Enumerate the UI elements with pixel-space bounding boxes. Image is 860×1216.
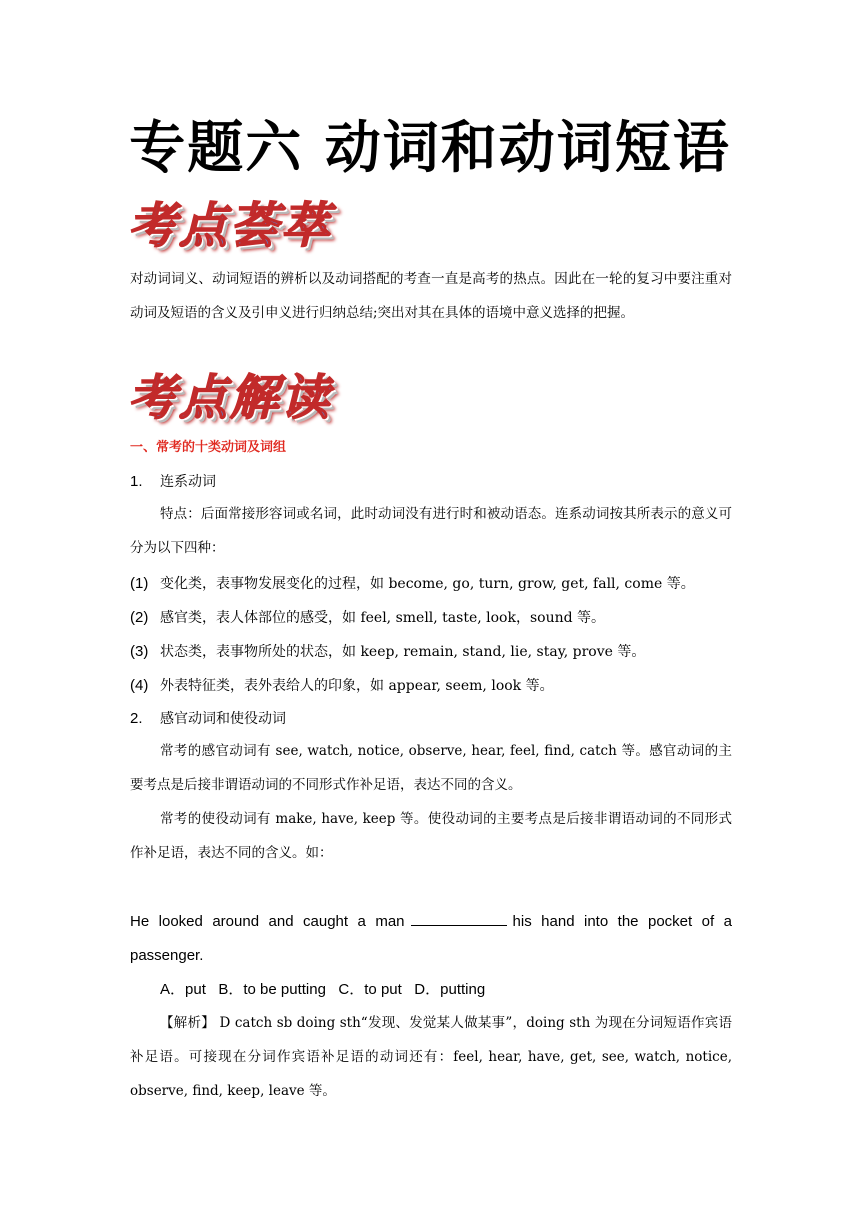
- question-text-end: his hand into the pocket of a: [512, 913, 732, 930]
- analysis-paragraph: 【解析】 D catch sb doing sth“发现、发觉某人做某事”，doing sth 为现在分词短语作宾语补足语。可接现在分词作宾语补足语的动词还有：feel, hear, have, get, see, watch, notice, observe, find, keep, leave 等。: [130, 1015, 732, 1099]
- example-question-continued: passenger.: [130, 947, 204, 964]
- sub-item-appearance: [130, 675, 732, 697]
- list-item-label: 感官动词和使役动词: [160, 711, 286, 727]
- intro-paragraph: 对动词词义、动词短语的辨析以及动词搭配的考查一直是高考的热点。因此在一轮的复习中要注重对动词及短语的含义及引申义进行归纳总结;突出对其在具体的语境中意义选择的把握。: [130, 271, 732, 321]
- section-heading: 一、常考的十类动词及词组: [130, 440, 287, 455]
- sub-item-change: [130, 573, 732, 595]
- list-item-sense-causative: [130, 708, 732, 730]
- sub-item-text: 状态类，表事物所处的状态，如 keep, remain, stand, lie, stay, prove 等。: [160, 644, 646, 660]
- question-text-start: He looked around and caught a man: [130, 913, 405, 930]
- example-question: [130, 911, 732, 933]
- section-banner-highlights: 考点荟萃: [128, 198, 333, 254]
- list-number: 1.: [130, 473, 143, 490]
- sub-item-number: (2): [130, 609, 149, 626]
- sub-item-state: [130, 641, 732, 663]
- causative-verbs-paragraph: 常考的使役动词有 make, have, keep 等。使役动词的主要考点是后接非谓语动词的不同形式作补足语，表达不同的含义。如：: [130, 811, 732, 861]
- list-number: 2.: [130, 710, 143, 727]
- sense-verbs-paragraph: 常考的感官动词有 see, watch, notice, observe, hear, feel, find, catch 等。感官动词的主要考点是后接非谓语动词的不同形式作补足语，表达不同的含义。: [130, 743, 732, 793]
- sub-item-text: 变化类，表事物发展变化的过程，如 become, go, turn, grow, get, fall, come 等。: [160, 576, 695, 592]
- answer-blank: [411, 911, 507, 926]
- sub-item-number: (3): [130, 643, 149, 660]
- sub-item-number: (4): [130, 677, 149, 694]
- sub-item-senses: [130, 607, 732, 629]
- sub-item-text: 感官类，表人体部位的感受，如 feel, smell, taste, look，sound 等。: [160, 610, 606, 626]
- linking-verb-features: 特点：后面常接形容词或名词，此时动词没有进行时和被动语态。连系动词按其所表示的意义可分为以下四种：: [130, 506, 732, 556]
- section-banner-interpretation: 考点解读: [128, 370, 333, 426]
- sub-item-number: (1): [130, 575, 149, 592]
- answer-options: A．put B．to be putting C．to put D．putting: [160, 981, 486, 998]
- list-item-label: 连系动词: [160, 474, 216, 490]
- page-title: 专题六 动词和动词短语: [129, 115, 731, 181]
- list-item-linking-verbs: [130, 471, 732, 493]
- sub-item-text: 外表特征类，表外表给人的印象，如 appear, seem, look 等。: [160, 678, 554, 694]
